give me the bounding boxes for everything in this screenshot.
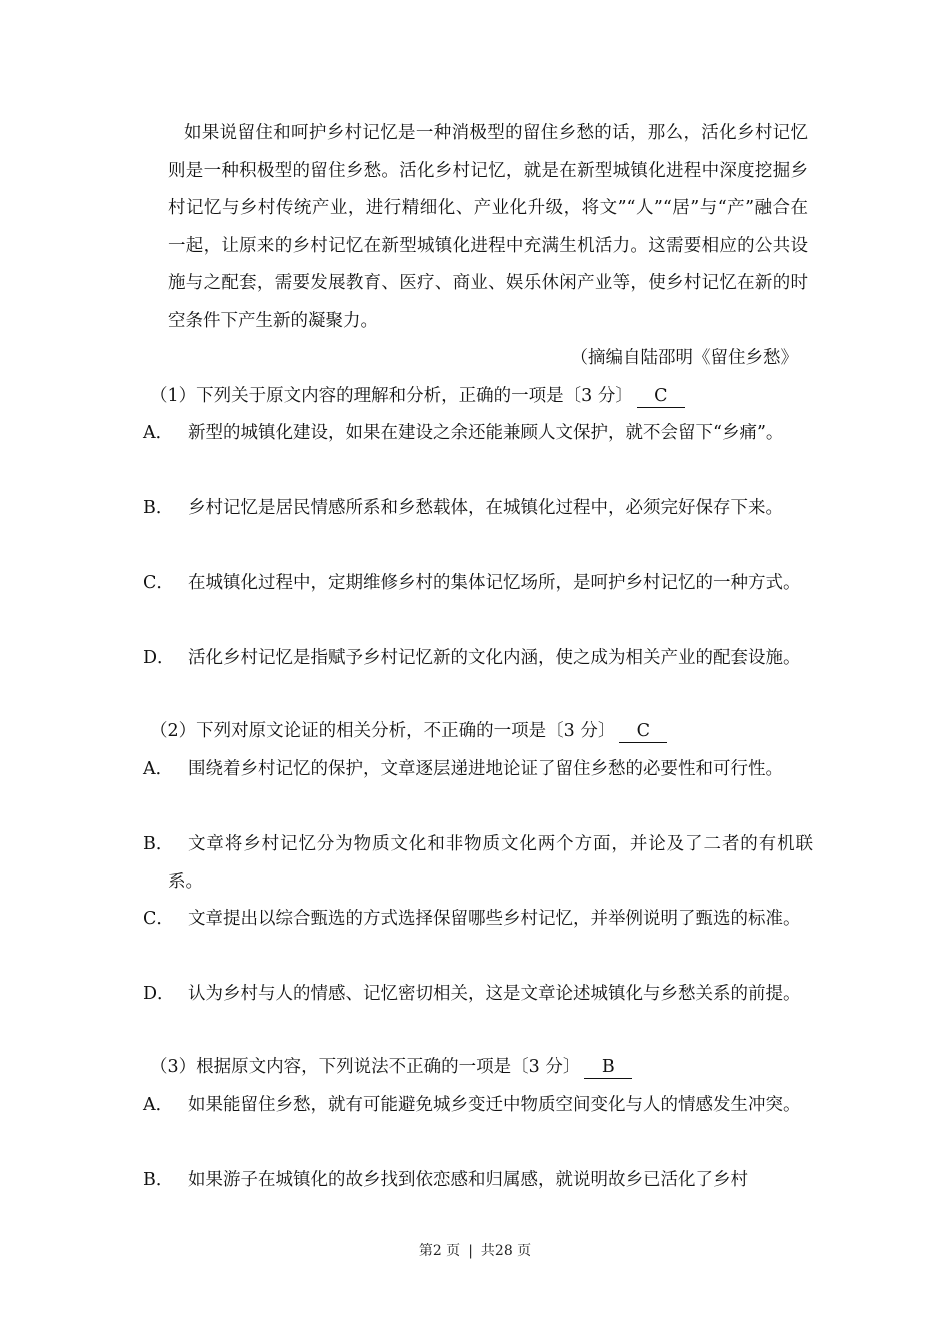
- answer-blank: B: [584, 1056, 632, 1079]
- question-3-stem: [150, 1049, 810, 1087]
- option-item: [143, 976, 813, 1014]
- option-letter: A．: [143, 1095, 174, 1115]
- option-letter: A．: [143, 423, 174, 443]
- question-stem-text: （3）根据原文内容，下列说法不正确的一项是〔3 分〕: [150, 1057, 581, 1077]
- option-letter: D．: [143, 648, 175, 668]
- option-text: 如果游子在城镇化的故乡找到依恋感和归属感，就说明故乡已活化了乡村: [188, 1170, 748, 1190]
- page-number: 第2 页: [418, 1243, 461, 1259]
- question-stem-text: （2）下列对原文论证的相关分析，不正确的一项是〔3 分〕: [150, 721, 616, 741]
- option-text: 如果能留住乡愁，就有可能避免城乡变迁中物质空间变化与人的情感发生冲突。: [188, 1095, 801, 1115]
- option-letter: D．: [143, 984, 175, 1004]
- option-item: [143, 901, 813, 939]
- option-letter: A．: [143, 759, 174, 779]
- option-text: 围绕着乡村记忆的保护，文章逐层递进地论证了留住乡愁的必要性和可行性。: [188, 759, 783, 779]
- footer-separator: |: [468, 1243, 473, 1259]
- option-text: 认为乡村与人的情感、记忆密切相关，这是文章论述城镇化与乡愁关系的前提。: [188, 984, 801, 1004]
- passage-text: 如果说留住和呵护乡村记忆是一种消极型的留住乡愁的话，那么，活化乡村记忆则是一种积极型的留住乡愁。活化乡村记忆，就是在新型城镇化进程中深度挖掘乡村记忆与乡村传统产业，进行精细化、产业化升级，将文”“人”“居”与“产”融合在一起，让原来的乡村记忆在新型城镇化进程中充满生机活力。这需要相应的公共设施与之配套，需要发展教育、医疗、商业、娱乐休闲产业等，使乡村记忆在新的时空条件下产生新的凝聚力。: [168, 123, 808, 331]
- passage-paragraph: [168, 115, 808, 340]
- question-2-stem: [150, 713, 810, 751]
- option-text: 文章提出以综合甄选的方式选择保留哪些乡村记忆，并举例说明了甄选的标准。: [188, 909, 801, 929]
- option-item: [143, 826, 813, 901]
- option-item: [143, 565, 813, 603]
- option-text: 活化乡村记忆是指赋予乡村记忆新的文化内涵，使之成为相关产业的配套设施。: [188, 648, 801, 668]
- answer-blank: C: [619, 720, 667, 743]
- option-text: 乡村记忆是居民情感所系和乡愁载体，在城镇化过程中，必须完好保存下来。: [188, 498, 783, 518]
- page-total: 共28 页: [480, 1243, 532, 1259]
- option-text: 文章将乡村记忆分为物质文化和非物质文化两个方面，并论及了二者的有机联系。: [168, 834, 813, 892]
- question-1-stem: [150, 378, 810, 416]
- question-stem-text: （1）下列关于原文内容的理解和分析，正确的一项是〔3 分〕: [150, 386, 633, 406]
- option-item: [143, 490, 813, 528]
- option-text: 新型的城镇化建设，如果在建设之余还能兼顾人文保护，就不会留下“乡痛”。: [188, 423, 784, 443]
- option-letter: C．: [143, 573, 174, 593]
- option-item: [143, 640, 813, 678]
- option-letter: B．: [143, 498, 174, 518]
- option-letter: B．: [143, 834, 174, 854]
- answer-blank: C: [637, 385, 685, 408]
- passage-source: （摘编自陆邵明《留住乡愁》: [570, 348, 798, 368]
- option-item: [143, 1087, 813, 1125]
- page-footer: [0, 1240, 950, 1260]
- option-item: [143, 1162, 813, 1200]
- option-item: [143, 751, 813, 789]
- option-letter: C．: [143, 909, 174, 929]
- option-letter: B．: [143, 1170, 174, 1190]
- option-item: [143, 415, 813, 453]
- option-text: 在城镇化过程中，定期维修乡村的集体记忆场所，是呵护乡村记忆的一种方式。: [188, 573, 801, 593]
